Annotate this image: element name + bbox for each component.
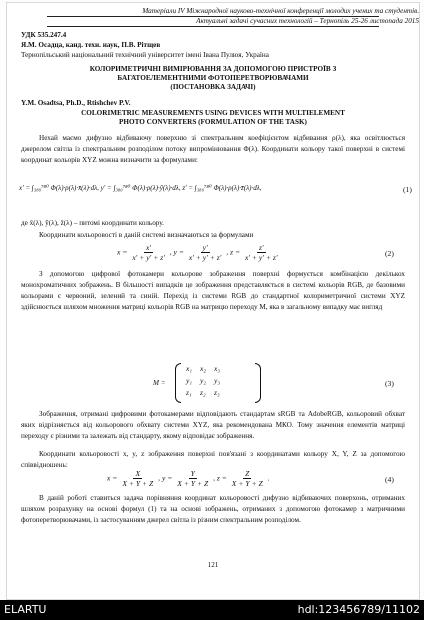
eq4-y-fraction [175,469,210,488]
transition-matrix [175,363,261,401]
matrix-cell: y₁ [186,376,193,385]
eq4-z-fraction [230,469,265,488]
eq2-x-num: x′ [146,243,152,252]
eq2-z-num: z′ [258,243,264,252]
handle-identifier: hdl:123456789/11102 [297,603,420,616]
title-en-line1: COLORIMETRIC MEASUREMENTS USING DEVICES WITH MULTIELEMENT [81,109,345,117]
matrix-cell: z₂ [200,388,206,397]
paragraph-2: де x̄(λ), ȳ(λ), z̄(λ) – питомі координати кольору. [21,219,164,227]
title-ua-line2: БАГАТОЕЛЕМЕНТНИМИ ФОТОПЕРЕТВОРЮВАЧАМИ [117,74,309,82]
page-number: 121 [207,561,219,569]
authors-en: Y.M. Osadtsa, Ph.D., Rtishchev P.V. [21,99,131,107]
equation-4-number: (4) [385,475,394,484]
eq4-tail: . [267,473,270,483]
equation-4 [107,469,270,488]
matrix-cell: x₁ [186,364,193,373]
header-rule-2 [47,26,379,27]
repository-name: ELARTU [4,603,47,616]
matrix-left-bracket [175,363,181,403]
matrix-cell: z₁ [186,388,192,397]
matrix-cell: x₃ [214,364,221,373]
matrix-lhs: M = [153,379,166,387]
matrix-cell: y₃ [214,376,221,385]
running-header-line2: Актуальні задачі сучасних технологій – Тернопіль 25-26 листопада 2015 [196,17,419,25]
running-header-line1: Матеріали ІV Міжнародної науково-технічної конференції молодих учених та студентів. [142,7,419,15]
matrix-cell: x₂ [200,364,207,373]
eq2-z-fraction [243,243,280,262]
eq2-y-fraction [187,243,224,262]
eq2-z-lhs: , z = [226,247,241,257]
title-ua-line1: КОЛОРИМЕТРИЧНІ ВИМІРЮВАННЯ ЗА ДОПОМОГОЮ ПРИСТРОЇВ З [89,65,337,73]
eq4-y-num: Y [190,469,195,478]
paragraph-6: Координати кольоровості x, y, z зображення поверхні пов'язані з координатами кольору X, Y, Z за допомогою співвідношень: [21,450,405,469]
eq4-z-lhs: , z = [213,473,227,483]
eq2-y-num: y′ [202,243,208,252]
affiliation: Тернопільський національний технічний університет імені Івана Пулюя, Україна [21,51,269,59]
title-en-line2: PHOTO CONVERTERS (FORMULATION OF THE TASK) [119,118,307,126]
eq2-x-fraction [130,243,167,262]
equation-1: x′ = ∫₃₈₀⁷⁸⁰ Φ(λ)·ρ(λ)·x̄(λ)·dλ, y′ = ∫₃₈₀⁷⁸⁰ Φ(λ)·ρ(λ)·ȳ(λ)·dλ, z′ = ∫₃₈₀⁷⁸⁰ Φ(λ)·ρ(λ)·z̄(λ)·dλ, [19,184,262,192]
matrix-table [182,363,224,399]
equation-3-number: (3) [385,379,394,388]
equation-2-number: (2) [385,249,394,258]
eq2-z-den: x′ + y′ + z′ [244,253,278,262]
udk-code: УДК 535.247.4 [21,31,67,39]
paragraph-7: В даній роботі ставиться задача порівняння координат кольоровості дифузно відбиваючих поверхонь, отриманих шляхом розрахунку на основі формул (1) та на основі зображень, отриманих з допомогою фотокамер з матричними фотоперетворювачами, із застосуванням джерел світла із різним спектральним розподілом. [21,494,405,524]
paragraph-4: З допомогою цифрової фотокамери кольорове зображення поверхні формується комбінацією декількох монохроматичних зображень. В більшості випадків це зображення представляється в системі кольорів RGB, де базовими кольорами є червоний, зелений та синій. Перехід із системи RGB до стандартної колориметричної системи XYZ здійснюється шляхом множення матриці кольорів RGB на матрицю переходу M, яка в загальному випадку має вигляд [21,270,405,311]
eq4-x-lhs: x = [107,473,118,483]
eq4-x-den: X + Y + Z [122,479,154,488]
authors-ua: Я.М. Осадца, канд. техн. наук, П.В. Рітщев [21,41,161,49]
paragraph-3: Координати кольоровості в даній системі визначаються за формулами [39,231,254,239]
eq4-x-fraction [120,469,155,488]
matrix-cell: y₂ [200,376,207,385]
matrix-right-bracket [255,363,261,403]
eq4-y-lhs: , y = [158,473,173,483]
eq2-y-lhs: , y = [169,247,184,257]
matrix-cell: z₃ [214,388,220,397]
document-page [6,2,420,600]
eq2-y-den: x′ + y′ + z′ [188,253,222,262]
equation-2 [117,243,281,262]
status-bar [0,600,424,620]
eq4-x-num: X [135,469,141,478]
eq4-z-num: Z [245,469,250,478]
paragraph-5: Зображення, отримані цифровими фотокамерами відповідають стандартам sRGB та AdobeRGB, кольоровий обхват яких відрізняється від кольорового обхвату системи XYZ, яка рекомендована МКО. Тому значення елементів матриці переходу є різними та залежать від стандарту, якому відповідає зображення. [21,410,405,440]
paragraph-1: Нехай маємо дифузно відбиваючу поверхню зі спектральним коефіцієнтом відбивання ρ(λ), яка освітлюється джерелом світла із спектральним розподілом потоку випромінювання Φ(λ). Координати кольору такої поверхні в системі координат кольорів XYZ можна визначити за формулами: [21,134,405,164]
title-ua-line3: (ПОСТАНОВКА ЗАДАЧІ) [170,83,256,91]
eq4-y-den: X + Y + Z [177,479,209,488]
eq2-x-lhs: x = [117,247,128,257]
eq2-x-den: x′ + y′ + z′ [132,253,165,262]
eq4-z-den: X + Y + Z [231,479,263,488]
equation-1-number: (1) [403,185,412,194]
